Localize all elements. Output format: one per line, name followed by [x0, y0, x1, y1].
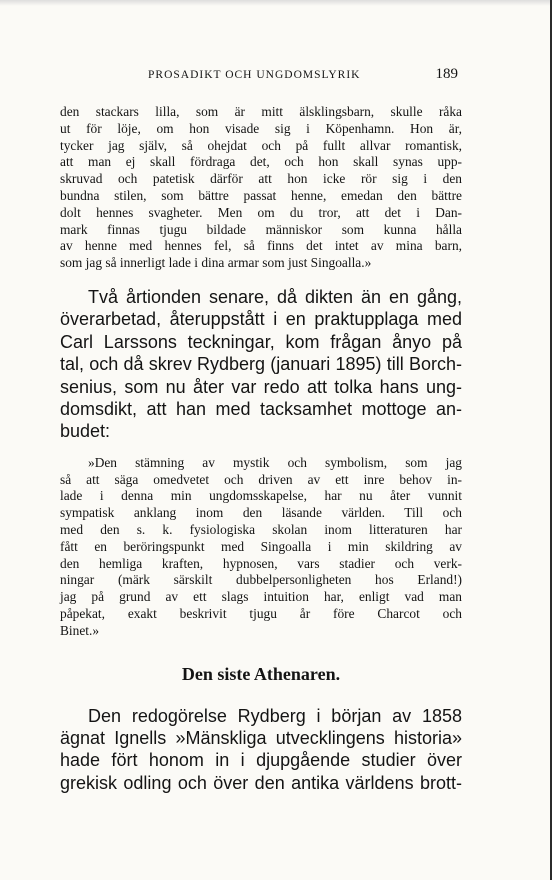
text-line: bundna stilen, som bättre passat henne, emedan den bättre	[60, 187, 462, 203]
text-line: att man ej skall fördraga det, och hon skall synas upp-	[60, 154, 462, 170]
text-line: ägnat Ignells »Mänskliga utvecklingens historia»	[60, 727, 462, 748]
text-line: mark finnas tjugu bildade människor som kunna hålla	[60, 221, 462, 237]
text-line: överarbetad, återuppstått i en praktupplaga med	[60, 309, 462, 330]
text-line: senius, som nu åter var redo att tolka hans ung-	[60, 376, 462, 397]
text-line: som jag så innerligt lade i dina armar som just Singoalla.»	[60, 255, 372, 271]
text-line: med den s. k. fysiologiska skolan inom litteraturen har	[60, 522, 462, 537]
section-heading: Den siste Athenaren.	[181, 663, 341, 684]
body-paragraph	[60, 286, 462, 443]
text-line: dolt hennes svagheter. Men om du tror, att det i Dan-	[60, 204, 462, 220]
text-line: Den redogörelse Rydberg i början av 1858	[88, 705, 462, 726]
text-line: Binet.»	[60, 622, 100, 638]
text-line: så att säga omedvetet och driven av ett inre behov in-	[60, 471, 462, 487]
text-line: tycker jag själv, så ohejdat och på fullt allvar romantisk,	[60, 137, 462, 153]
text-line: ut för löje, om hon visade sig i Köpenhamn. Hon är,	[60, 120, 462, 136]
text-line: av henne med hennes fel, så finns det intet av mina barn,	[60, 238, 462, 254]
block-quote	[60, 455, 462, 640]
text-line: skruvad och patetisk därför att hon icke rör sig i den	[60, 171, 462, 187]
letter-quote-continuation	[60, 104, 462, 272]
text-line: Carl Larssons teckningar, kom frågan ånyo på	[60, 331, 462, 352]
body-paragraph	[60, 705, 462, 795]
running-title: PROSADIKT OCH UNGDOMSLYRIK	[148, 69, 361, 81]
text-line: grekisk odling och över den antika världens brott-	[60, 772, 462, 793]
text-line: hade fört honom in i djupgående studier över	[60, 750, 462, 771]
text-line: jag på grund av ett slags intuition har, enligt vad man	[60, 589, 462, 605]
page-top-edge	[0, 0, 552, 6]
text-line: fått en beröringspunkt med Singoalla i min skildring av	[60, 538, 462, 554]
page-header	[60, 66, 462, 88]
text-line: tal, och då skrev Rydberg (januari 1895) till Borch-	[60, 354, 462, 375]
text-line: den stackars lilla, som är mitt älsklingsbarn, skulle råka	[60, 104, 462, 119]
text-line: »Den stämning av mystik och symbolism, som jag	[88, 454, 462, 470]
page-number: 189	[435, 66, 458, 82]
text-line: domsdikt, att han med tacksamhet mottoge an-	[60, 399, 462, 419]
text-line: Två årtionden senare, då dikten än en gång,	[88, 286, 462, 307]
text-line: lade i denna min ungdomsskapelse, har nu åter vunnit	[60, 488, 462, 504]
text-line: budet:	[60, 421, 111, 442]
text-line: den hemliga kraften, hypnosen, vars stadier och verk-	[60, 555, 462, 571]
book-page	[60, 66, 462, 794]
text-line: sympatisk anklang inom den läsande världen. Till och	[60, 505, 462, 521]
text-line: påpekat, exakt beskrivit tjugu år före Charcot och	[60, 605, 462, 621]
text-line: ningar (märk särskilt dubbelpersonligheten hos Erland!)	[60, 572, 462, 588]
